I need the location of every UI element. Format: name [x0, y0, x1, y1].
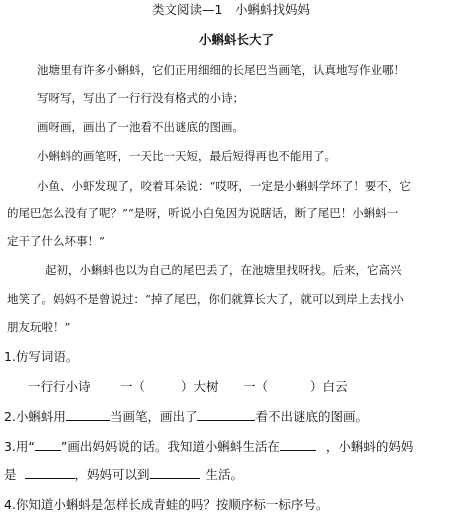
passage-title: 小蝌蚪长大了: [199, 32, 275, 47]
question-2-text-2: 当画笔，画出了: [109, 409, 198, 424]
passage-paragraph-3b: 的尾巴怎么没有了呢？”“是呀，听说小白兔因为说瞎话，断了尾巴！小蝌蚪一: [7, 206, 399, 220]
passage-paragraph-1a: 池塘里有许多小蝌蚪，它们正用细细的长尾巴当画笔，认真地写作业哪！: [37, 63, 405, 77]
question-1-item-3: [243, 378, 348, 396]
answer-blank-place[interactable]: [150, 466, 200, 479]
passage-paragraph-4c: 朋友玩啦！”: [7, 320, 71, 334]
question-2-text-1: 2.小蝌蚪用: [4, 409, 66, 424]
worksheet-title: 类文阅读—1 小蝌蚪找妈妈: [152, 2, 310, 17]
question-3-line-1: [4, 438, 413, 456]
answer-blank-mother[interactable]: [25, 466, 75, 479]
passage-paragraph-2: 小蝌蚪的画笔呀，一天比一天短，最后短得再也不能用了。: [37, 149, 336, 163]
question-1-example: 一行行小诗: [28, 379, 91, 394]
answer-blank-picture[interactable]: [197, 408, 255, 421]
question-2-text-3: 看不出谜底的图画。: [255, 409, 368, 424]
answer-blank-habitat[interactable]: [280, 438, 316, 451]
passage-paragraph-1b: 写呀写，写出了一行行没有格式的小诗；: [37, 91, 244, 105]
question-1-item-3-prefix: 一（: [243, 379, 269, 394]
underline-mark-sample: [35, 438, 61, 451]
passage-paragraph-4b: 地笑了。妈妈不是曾说过：“掉了尾巴，你们就算长大了，就可以到岸上去找小: [7, 292, 404, 306]
question-1-item-3-suffix: ）白云: [310, 379, 348, 394]
question-4-label: 4.你知道小蝌蚪是怎样长成青蛙的吗？按顺序标一标序号。: [4, 497, 329, 512]
question-1-item-2: [120, 378, 219, 396]
passage-paragraph-3c: 定干了什么坏事！”: [7, 234, 105, 248]
passage-paragraph-1c: 画呀画，画出了一池看不出谜底的图画。: [37, 120, 244, 134]
passage-paragraph-3a: 小鱼、小虾发现了，咬着耳朵说：“哎呀，一定是小蝌蚪学坏了！要不，它: [37, 179, 411, 193]
question-3-text-4: 是: [4, 467, 17, 482]
answer-blank-brush[interactable]: [66, 408, 110, 421]
question-3-line-2: [4, 466, 243, 484]
question-1-item-2-suffix: ）大树: [181, 379, 219, 394]
question-3-text-6: 生活。: [205, 467, 244, 482]
question-3-text-1: 3.用“: [4, 439, 35, 454]
question-3-text-2: ”画出妈妈说的话。我知道小蝌蚪生活在: [60, 439, 280, 454]
question-3-text-5: ，妈妈可以到: [74, 467, 150, 482]
question-2: [4, 408, 368, 426]
question-1-item-2-prefix: 一（: [120, 379, 146, 394]
passage-paragraph-4a: 起初，小蝌蚪也以为自己的尾巴丢了，在池塘里找呀找。后来，它高兴: [45, 263, 402, 277]
question-1-label: 1.仿写词语。: [4, 349, 79, 364]
question-3-text-3: ，小蝌蚪的妈妈: [325, 439, 414, 454]
